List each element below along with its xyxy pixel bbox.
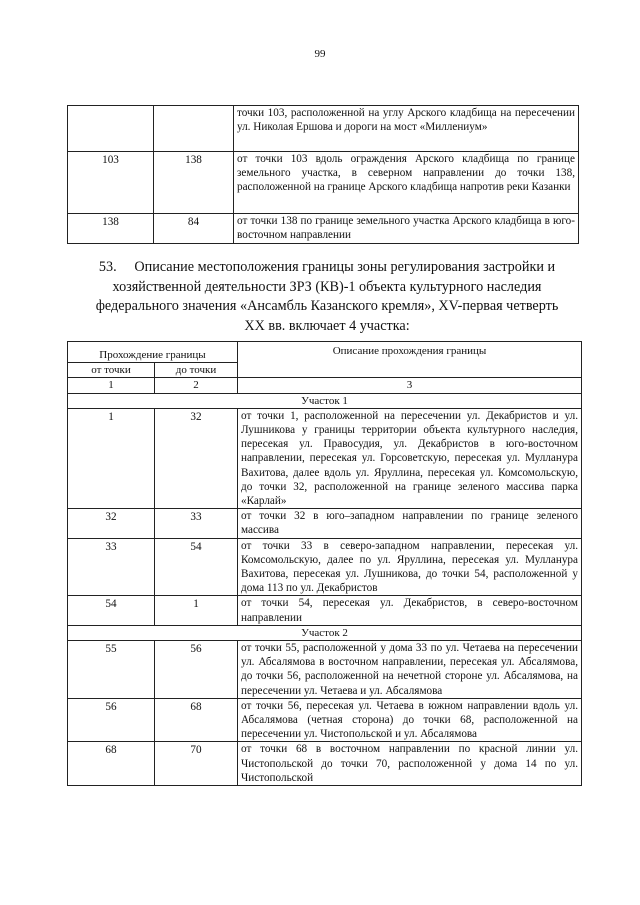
header-description-cell: Описание прохождения границы: [238, 342, 582, 378]
description-cell: от точки 55, расположенной у дома 33 по ул. Четаева на пересечении ул. Абсалямова в восточном направлении, пересекая ул. Абсалямова, до точки 56, расположенной на нечетной стороне ул. Абсалямова, на пересечении ул. Четаева и ул. Абсалямова: [238, 641, 582, 699]
from-point-cell: 56: [68, 698, 155, 742]
to-point-cell: 33: [155, 509, 238, 538]
table-row: [68, 596, 582, 625]
header-group-cell: Прохождение границы: [68, 342, 238, 363]
heading-line: XX вв. включает 4 участка:: [244, 317, 410, 334]
table-row: [68, 106, 579, 152]
to-point-cell: 56: [155, 641, 238, 699]
section-title: Участок 2: [68, 625, 582, 640]
from-point-cell: 138: [68, 214, 154, 244]
description-cell: от точки 68 в восточном направлении по красной линии ул. Чистопольской до точки 70, расположенной у дома 14 по ул. Чистопольской: [238, 742, 582, 786]
description-cell: от точки 103 вдоль ограждения Арского кладбища по границе земельного участка, в северном направлении до точки 138, расположенной на границе Арского кладбища напротив реки Казанки: [234, 152, 579, 214]
table-row: [68, 214, 579, 244]
header-to-cell: до точки: [155, 363, 238, 378]
section-row: [68, 393, 582, 408]
description-cell: от точки 56, пересекая ул. Четаева в южном направлении вдоль ул. Абсалямова (четная сторона) до точки 68, расположенной на пересечении ул. Чистопольской и ул. Абсалямова: [238, 698, 582, 742]
header-from-cell: от точки: [68, 363, 155, 378]
heading-line: федерального значения «Ансамбль Казанского кремля», XV-первая четверть: [95, 298, 559, 314]
table-row: [68, 742, 582, 786]
description-cell: от точки 33 в северо-западном направлении, пересекая ул. Комсомольскую, далее по ул. Яруллина, пересекая ул. Мулланура Вахитова, пересекая ул. Лушникова, до точки 54, расположенной у дома 113 по ул. Декабристов: [238, 538, 582, 596]
table-row: [68, 509, 582, 538]
from-point-cell: [68, 106, 154, 152]
table-row: [68, 698, 582, 742]
table-row: [68, 152, 579, 214]
from-point-cell: 54: [68, 596, 155, 625]
description-cell: точки 103, расположенной на углу Арского кладбища на пересечении ул. Николая Ершова и дороги на мост «Миллениум»: [234, 106, 579, 152]
description-cell: от точки 1, расположенной на пересечении ул. Декабристов и ул. Лушникова у границы территории объекта культурного наследия, пересекая ул. Правосудия, ул. Декабристов в юго-восточном направлении, пересекая ул. Горсоветскую, пересекая ул. Мулланура Вахитова, далее вдоль ул. Яруллина, пересекая ул. Комсомольскую, до точки 32, расположенной на границе зеленого массива парка «Карлай»: [238, 408, 582, 508]
from-point-cell: 32: [68, 509, 155, 538]
column-number-cell: 1: [68, 378, 155, 393]
column-number-row: [68, 378, 582, 393]
continued-boundary-table: [67, 105, 579, 244]
header-row: [68, 342, 582, 363]
table-row: [68, 408, 582, 508]
column-number-cell: 3: [238, 378, 582, 393]
description-cell: от точки 54, пересекая ул. Декабристов, в северо-восточном направлении: [238, 596, 582, 625]
section-row: [68, 625, 582, 640]
to-point-cell: [154, 106, 234, 152]
to-point-cell: 54: [155, 538, 238, 596]
to-point-cell: 138: [154, 152, 234, 214]
from-point-cell: 33: [68, 538, 155, 596]
description-cell: от точки 32 в юго–западном направлении по границе зеленого массива: [238, 509, 582, 538]
heading-line: хозяйственной деятельности ЗРЗ (КВ)-1 объекта культурного наследия: [112, 278, 542, 295]
page-number: 99: [314, 48, 326, 60]
to-point-cell: 70: [155, 742, 238, 786]
column-number-cell: 2: [155, 378, 238, 393]
section-title: Участок 1: [68, 393, 582, 408]
from-point-cell: 103: [68, 152, 154, 214]
table-row: [68, 641, 582, 699]
from-point-cell: 1: [68, 408, 155, 508]
to-point-cell: 84: [154, 214, 234, 244]
description-cell: от точки 138 по границе земельного участка Арского кладбища в юго-восточном направлении: [234, 214, 579, 244]
table-row: [68, 538, 582, 596]
to-point-cell: 32: [155, 408, 238, 508]
to-point-cell: 1: [155, 596, 238, 625]
from-point-cell: 68: [68, 742, 155, 786]
from-point-cell: 55: [68, 641, 155, 699]
heading-line: 53. Описание местоположения границы зоны регулирования застройки и: [98, 259, 556, 275]
to-point-cell: 68: [155, 698, 238, 742]
section-heading: [72, 258, 582, 336]
boundary-description-table: [67, 341, 582, 786]
